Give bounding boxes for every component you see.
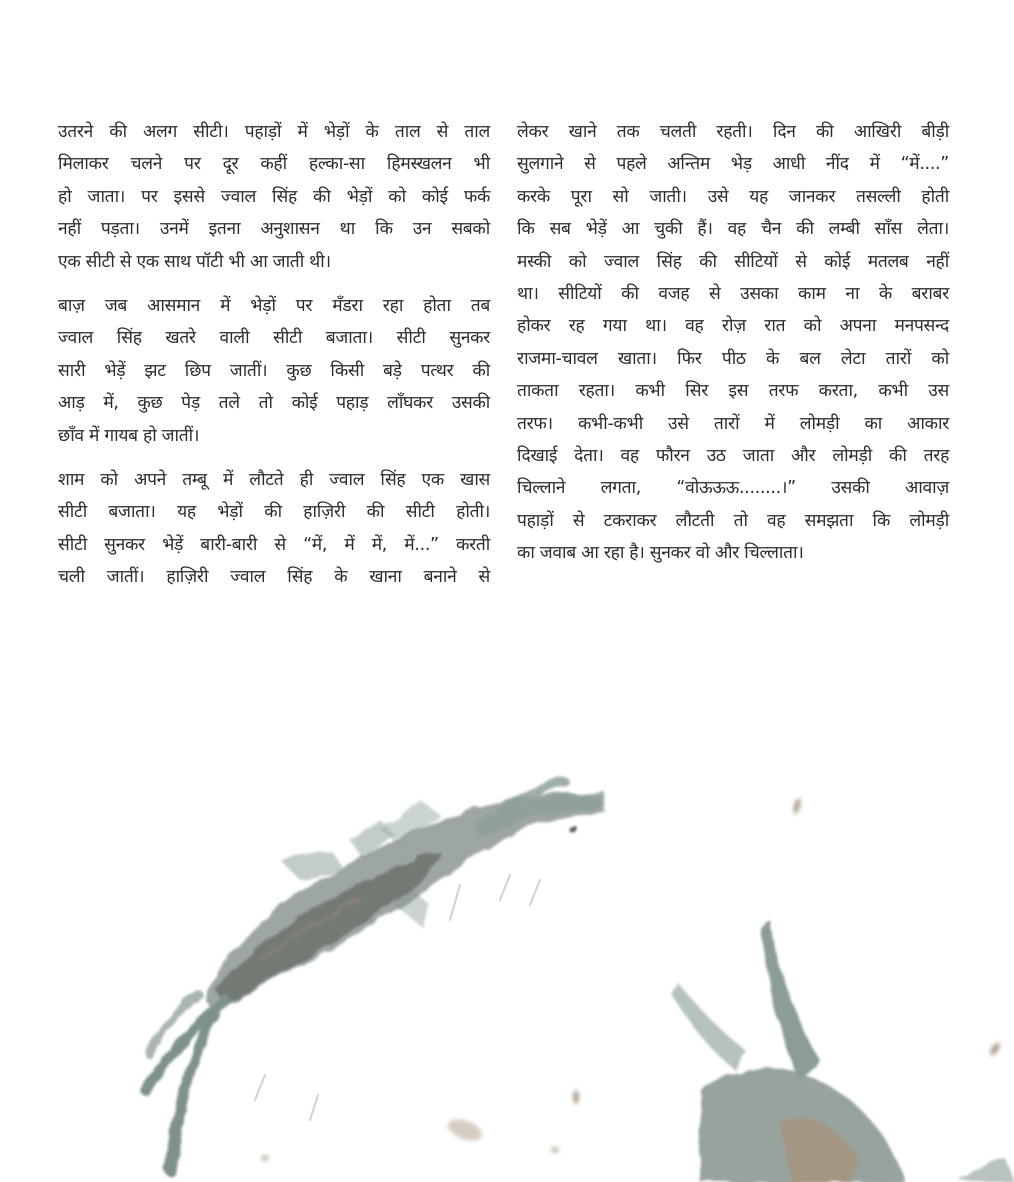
text-line: आड़ में, कुछ पेड़ तले तो कोई पहाड़ लाँघकर उसकी xyxy=(58,393,490,414)
text-line: करके पूरा सो जाती। उसे यह जानकर तसल्ली होती xyxy=(517,186,949,207)
text-column-right xyxy=(517,116,949,581)
text-line: लेकर खाने तक चलती रहती। दिन की आखिरी बीड़ी xyxy=(517,122,949,142)
text-line: मिलाकर चलने पर दूर कहीं हल्का-सा हिमस्खलन भी xyxy=(58,154,490,175)
text-line: मस्की को ज्वाल सिंह की सीटियों से कोई मतलब नहीं xyxy=(517,251,949,272)
text-line: तरफ। कभी-कभी उसे तारों में लोमड़ी का आकार xyxy=(517,413,949,434)
text-line: उतरने की अलग सीटी। पहाड़ों में भेड़ों के ताल से ताल xyxy=(58,122,490,142)
text-line: होकर रह गया था। वह रोज़ रात को अपना मनपसन्द xyxy=(517,316,949,337)
paragraph xyxy=(58,116,490,278)
second-animal-figure xyxy=(672,920,1014,1182)
text-line: राजमा-चावल खाता। फिर पीठ के बल लेटा तारों को xyxy=(517,348,949,369)
text-line: कि सब भेड़ें आ चुकी हैं। वह चैन की लम्बी साँस लेता। xyxy=(517,219,949,240)
text-line: सारी भेड़ें झट छिप जातीं। कुछ किसी बड़े पत्थर की xyxy=(58,360,490,381)
text-line: का जवाब आ रहा है। सुनकर वो और चिल्लाता। xyxy=(517,543,804,564)
text-column-left xyxy=(58,116,490,605)
paragraph xyxy=(517,116,949,569)
text-line: सीटी सुनकर भेड़ें बारी-बारी से “में, में में, में...” करती xyxy=(58,534,490,555)
watercolor-illustration xyxy=(0,720,1014,1182)
text-line: ताकता रहता। कभी सिर इस तरफ करता, कभी उस xyxy=(517,381,949,402)
text-line: शाम को अपने तम्बू में लौटते ही ज्वाल सिंह एक खास xyxy=(58,469,490,490)
text-line: ज्वाल सिंह खतरे वाली सीटी बजाता। सीटी सुनकर xyxy=(58,328,490,349)
text-line: पहाड़ों से टकराकर लौटती तो वह समझता कि लोमड़ी xyxy=(517,510,949,531)
leaping-fox-figure xyxy=(145,782,606,1170)
text-line: चिल्लाने लगता, “वोऊऊऊ........।” उसकी आवाज़ xyxy=(517,478,949,499)
text-line: दिखाई देता। वह फौरन उठ जाता और लोमड़ी की तरह xyxy=(517,445,949,466)
text-line: चली जातीं। हाज़िरी ज्वाल सिंह के खाना बनाने से xyxy=(58,567,490,588)
text-line: सीटी बजाता। यह भेड़ों की हाज़िरी की सीटी होती। xyxy=(58,502,490,523)
text-line: एक सीटी से एक साथ पॉटी भी आ जाती थी। xyxy=(58,251,331,272)
text-line: छाँव में गायब हो जातीं। xyxy=(58,425,200,446)
text-line: था। सीटियों की वजह से उसका काम ना के बराबर xyxy=(517,283,949,304)
text-line: हो जाता। पर इससे ज्वाल सिंह की भेड़ों को कोई फर्क xyxy=(58,186,490,207)
paragraph xyxy=(58,464,490,594)
paragraph xyxy=(58,290,490,452)
text-line: नहीं पड़ता। उनमें इतना अनुशासन था कि उन सबको xyxy=(58,219,490,240)
text-line: सुलगाने से पहले अन्तिम भेड़ आधी नींद में “में....” xyxy=(517,154,949,175)
text-line: बाज़ जब आसमान में भेड़ों पर मँडरा रहा होता तब xyxy=(58,295,490,316)
